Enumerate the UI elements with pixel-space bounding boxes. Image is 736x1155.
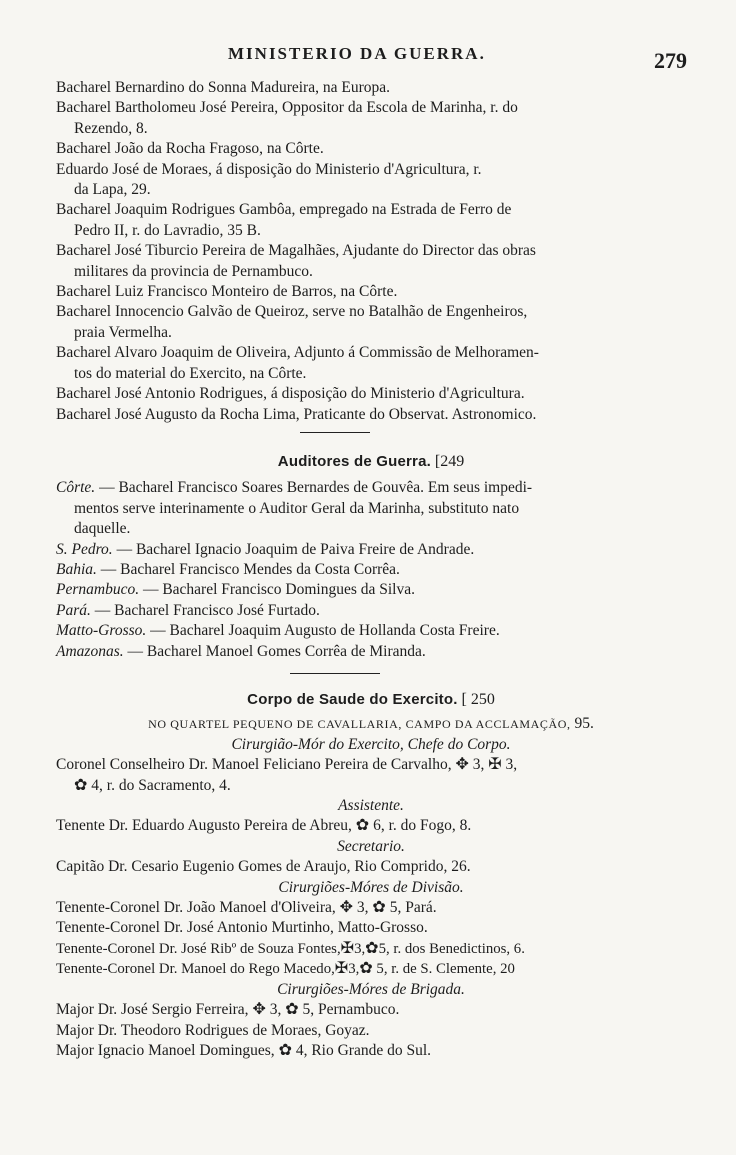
running-title: MINISTERIO DA GUERRA.	[228, 44, 486, 63]
auditor-entry	[56, 642, 686, 662]
staff-text: 3,	[348, 961, 360, 978]
staff-text: Tenente Dr. Eduardo Augusto Pereira de Abreu,	[56, 817, 352, 835]
auditor-entry-cont: daquelle.	[74, 520, 131, 538]
auditor-entry	[56, 580, 686, 600]
list-item: Bacharel José Tiburcio Pereira de Magalhães, Ajudante do Director das obras	[56, 242, 536, 260]
cross-icon: ✠	[334, 960, 349, 978]
staff-entry	[56, 1000, 686, 1020]
auditor-text: — Bacharel Manoel Gomes Corrêa de Miranda.	[123, 642, 426, 660]
list-item: Bacharel Luiz Francisco Monteiro de Barros, na Côrte.	[56, 283, 398, 301]
address-number: 95.	[574, 715, 594, 733]
staff-text: Tenente-Coronel Dr. José Ribº de Souza Fontes,	[56, 940, 341, 957]
staff-entry: Capitão Dr. Cesario Eugenio Gomes de Araujo, Rio Comprido, 26.	[56, 858, 471, 876]
auditor-place: Bahia.	[56, 561, 97, 579]
list-item: Bacharel Innocencio Galvão de Queiroz, serve no Batalhão de Engenheiros,	[56, 303, 528, 321]
rose-icon: ✿	[285, 1001, 299, 1019]
section-title: Auditores de Guerra.	[277, 453, 431, 470]
staff-text: Major Ignacio Manoel Domingues,	[56, 1041, 275, 1059]
list-item-cont: militares da provincia de Pernambuco.	[74, 262, 313, 280]
section-ref: [ 250	[461, 691, 495, 708]
cross-icon: ✥	[339, 899, 354, 917]
staff-text: 3,	[354, 940, 366, 957]
auditor-place: Côrte.	[56, 479, 96, 497]
auditor-place: Pernambuco.	[56, 581, 140, 599]
auditor-entry	[56, 560, 686, 580]
staff-entry	[56, 959, 686, 979]
subheading: Cirurgião-Mór do Exercito, Chefe do Corpo.	[231, 735, 511, 753]
section-divider	[290, 673, 380, 674]
staff-text: 5, r. de S. Clemente, 20	[372, 961, 515, 978]
page-number: 279	[654, 48, 687, 73]
auditor-entry-cont: mentos serve interinamente o Auditor Geral da Marinha, substituto nato	[74, 499, 520, 517]
staff-text: 3,	[265, 1001, 282, 1019]
list-item: Bacharel Bernardino do Sonna Madureira, na Europa.	[56, 79, 390, 96]
rose-icon: ✿	[359, 960, 373, 978]
rose-icon: ✿	[278, 1041, 292, 1059]
staff-text: Tenente-Coronel Dr. Manoel do Rego Macedo,	[56, 961, 335, 978]
auditor-place: Matto-Grosso.	[56, 622, 147, 640]
address: NO QUARTEL PEQUENO DE CAVALLARIA, CAMPO DA ACCLAMAÇÃO,	[148, 717, 571, 732]
list-item: Bacharel José Augusto da Rocha Lima, Praticante do Observat. Astronomico.	[56, 405, 537, 423]
staff-text: 3,	[501, 756, 518, 774]
auditor-entry	[56, 621, 686, 641]
list-item-cont: praia Vermelha.	[74, 323, 172, 341]
auditor-text: — Bacharel Francisco Soares Bernardes de Gouvêa. Em seus impedi-	[95, 479, 533, 497]
rose-icon: ✿	[74, 776, 88, 794]
list-item-cont: tos do material do Exercito, na Côrte.	[74, 364, 307, 382]
corpo-saude-section	[56, 690, 686, 1061]
rose-icon: ✿	[365, 939, 379, 957]
list-item-cont: Rezendo, 8.	[74, 119, 148, 137]
auditor-entry	[56, 601, 686, 621]
list-item: Eduardo José de Moraes, á disposição do Ministerio d'Agricultura, r.	[56, 160, 482, 178]
subheading: Cirurgiões-Móres de Brigada.	[277, 980, 465, 998]
staff-entry	[56, 755, 686, 775]
auditor-text: — Bacharel Ignacio Joaquim de Paiva Freire de Andrade.	[112, 540, 475, 558]
cross-icon: ✥	[455, 756, 469, 774]
list-item: Bacharel João da Rocha Fragoso, na Côrte.	[56, 140, 324, 158]
auditor-entry	[56, 478, 686, 498]
section-title: Corpo de Saude do Exercito.	[247, 691, 458, 708]
subheading: Secretario.	[337, 837, 405, 855]
staff-text: 5, r. dos Benedictinos, 6.	[378, 940, 525, 957]
section-heading	[56, 452, 686, 472]
list-item: Bacharel José Antonio Rodrigues, á disposição do Ministerio d'Agricultura.	[56, 385, 525, 403]
staff-text: 3,	[468, 756, 489, 774]
auditor-text: — Bacharel Francisco José Furtado.	[90, 601, 320, 619]
subheading: Assistente.	[338, 797, 404, 815]
staff-text: 4, r. do Sacramento, 4.	[87, 776, 231, 794]
staff-entry: Major Dr. Theodoro Rodrigues de Moraes, Goyaz.	[56, 1021, 370, 1039]
staff-entry-cont	[56, 776, 686, 796]
rose-icon: ✿	[372, 899, 386, 917]
list-item: Bacharel Bartholomeu José Pereira, Oppositor da Escola de Marinha, r. do	[56, 99, 518, 117]
list-item: Bacharel Joaquim Rodrigues Gambôa, empregado na Estrada de Ferro de	[56, 201, 512, 219]
staff-text: Coronel Conselheiro Dr. Manoel Feliciano Pereira de Carvalho,	[56, 756, 452, 774]
cross-icon: ✠	[340, 939, 355, 957]
staff-entry	[56, 939, 686, 959]
address-line	[56, 714, 686, 734]
running-head	[0, 44, 736, 73]
staff-text: 4, Rio Grande do Sul.	[291, 1041, 432, 1059]
staff-entry	[56, 1041, 686, 1061]
auditor-place: Pará.	[56, 601, 91, 619]
list-item-cont: Pedro II, r. do Lavradio, 35 B.	[74, 221, 261, 239]
auditor-place: Amazonas.	[56, 642, 124, 660]
cross-icon: ✥	[252, 1001, 266, 1019]
staff-text: 5, Pernambuco.	[298, 1001, 400, 1019]
staff-text: 3,	[353, 899, 369, 917]
list-item: Bacharel Alvaro Joaquim de Oliveira, Adjunto á Commissão de Melhoramen-	[56, 344, 539, 362]
staff-entry	[56, 816, 686, 836]
section-divider	[300, 432, 370, 433]
staff-text: Tenente-Coronel Dr. João Manoel d'Oliveira,	[56, 899, 336, 917]
staff-entry	[56, 898, 686, 918]
section-heading	[56, 690, 686, 710]
auditores-section	[56, 452, 686, 662]
staff-entry: Tenente-Coronel Dr. José Antonio Murtinho, Matto-Grosso.	[56, 919, 428, 937]
staff-text: 6, r. do Fogo, 8.	[369, 817, 472, 835]
auditor-text: — Bacharel Francisco Mendes da Costa Corrêa.	[96, 561, 400, 579]
rose-icon: ✿	[355, 817, 370, 835]
auditor-text: — Bacharel Joaquim Augusto de Hollanda Costa Freire.	[146, 622, 500, 640]
staff-text: Major Dr. José Sergio Ferreira,	[56, 1001, 249, 1019]
cross-icon: ✠	[488, 756, 502, 774]
section-ref: [249	[434, 453, 465, 470]
auditor-text: — Bacharel Francisco Domingues da Silva.	[139, 581, 415, 599]
subheading: Cirurgiões-Móres de Divisão.	[278, 878, 464, 896]
auditor-entry	[56, 540, 686, 560]
bachareis-list	[56, 78, 686, 425]
auditor-place: S. Pedro.	[56, 540, 113, 558]
staff-text: 5, Pará.	[385, 899, 437, 917]
list-item-cont: da Lapa, 29.	[74, 181, 151, 199]
